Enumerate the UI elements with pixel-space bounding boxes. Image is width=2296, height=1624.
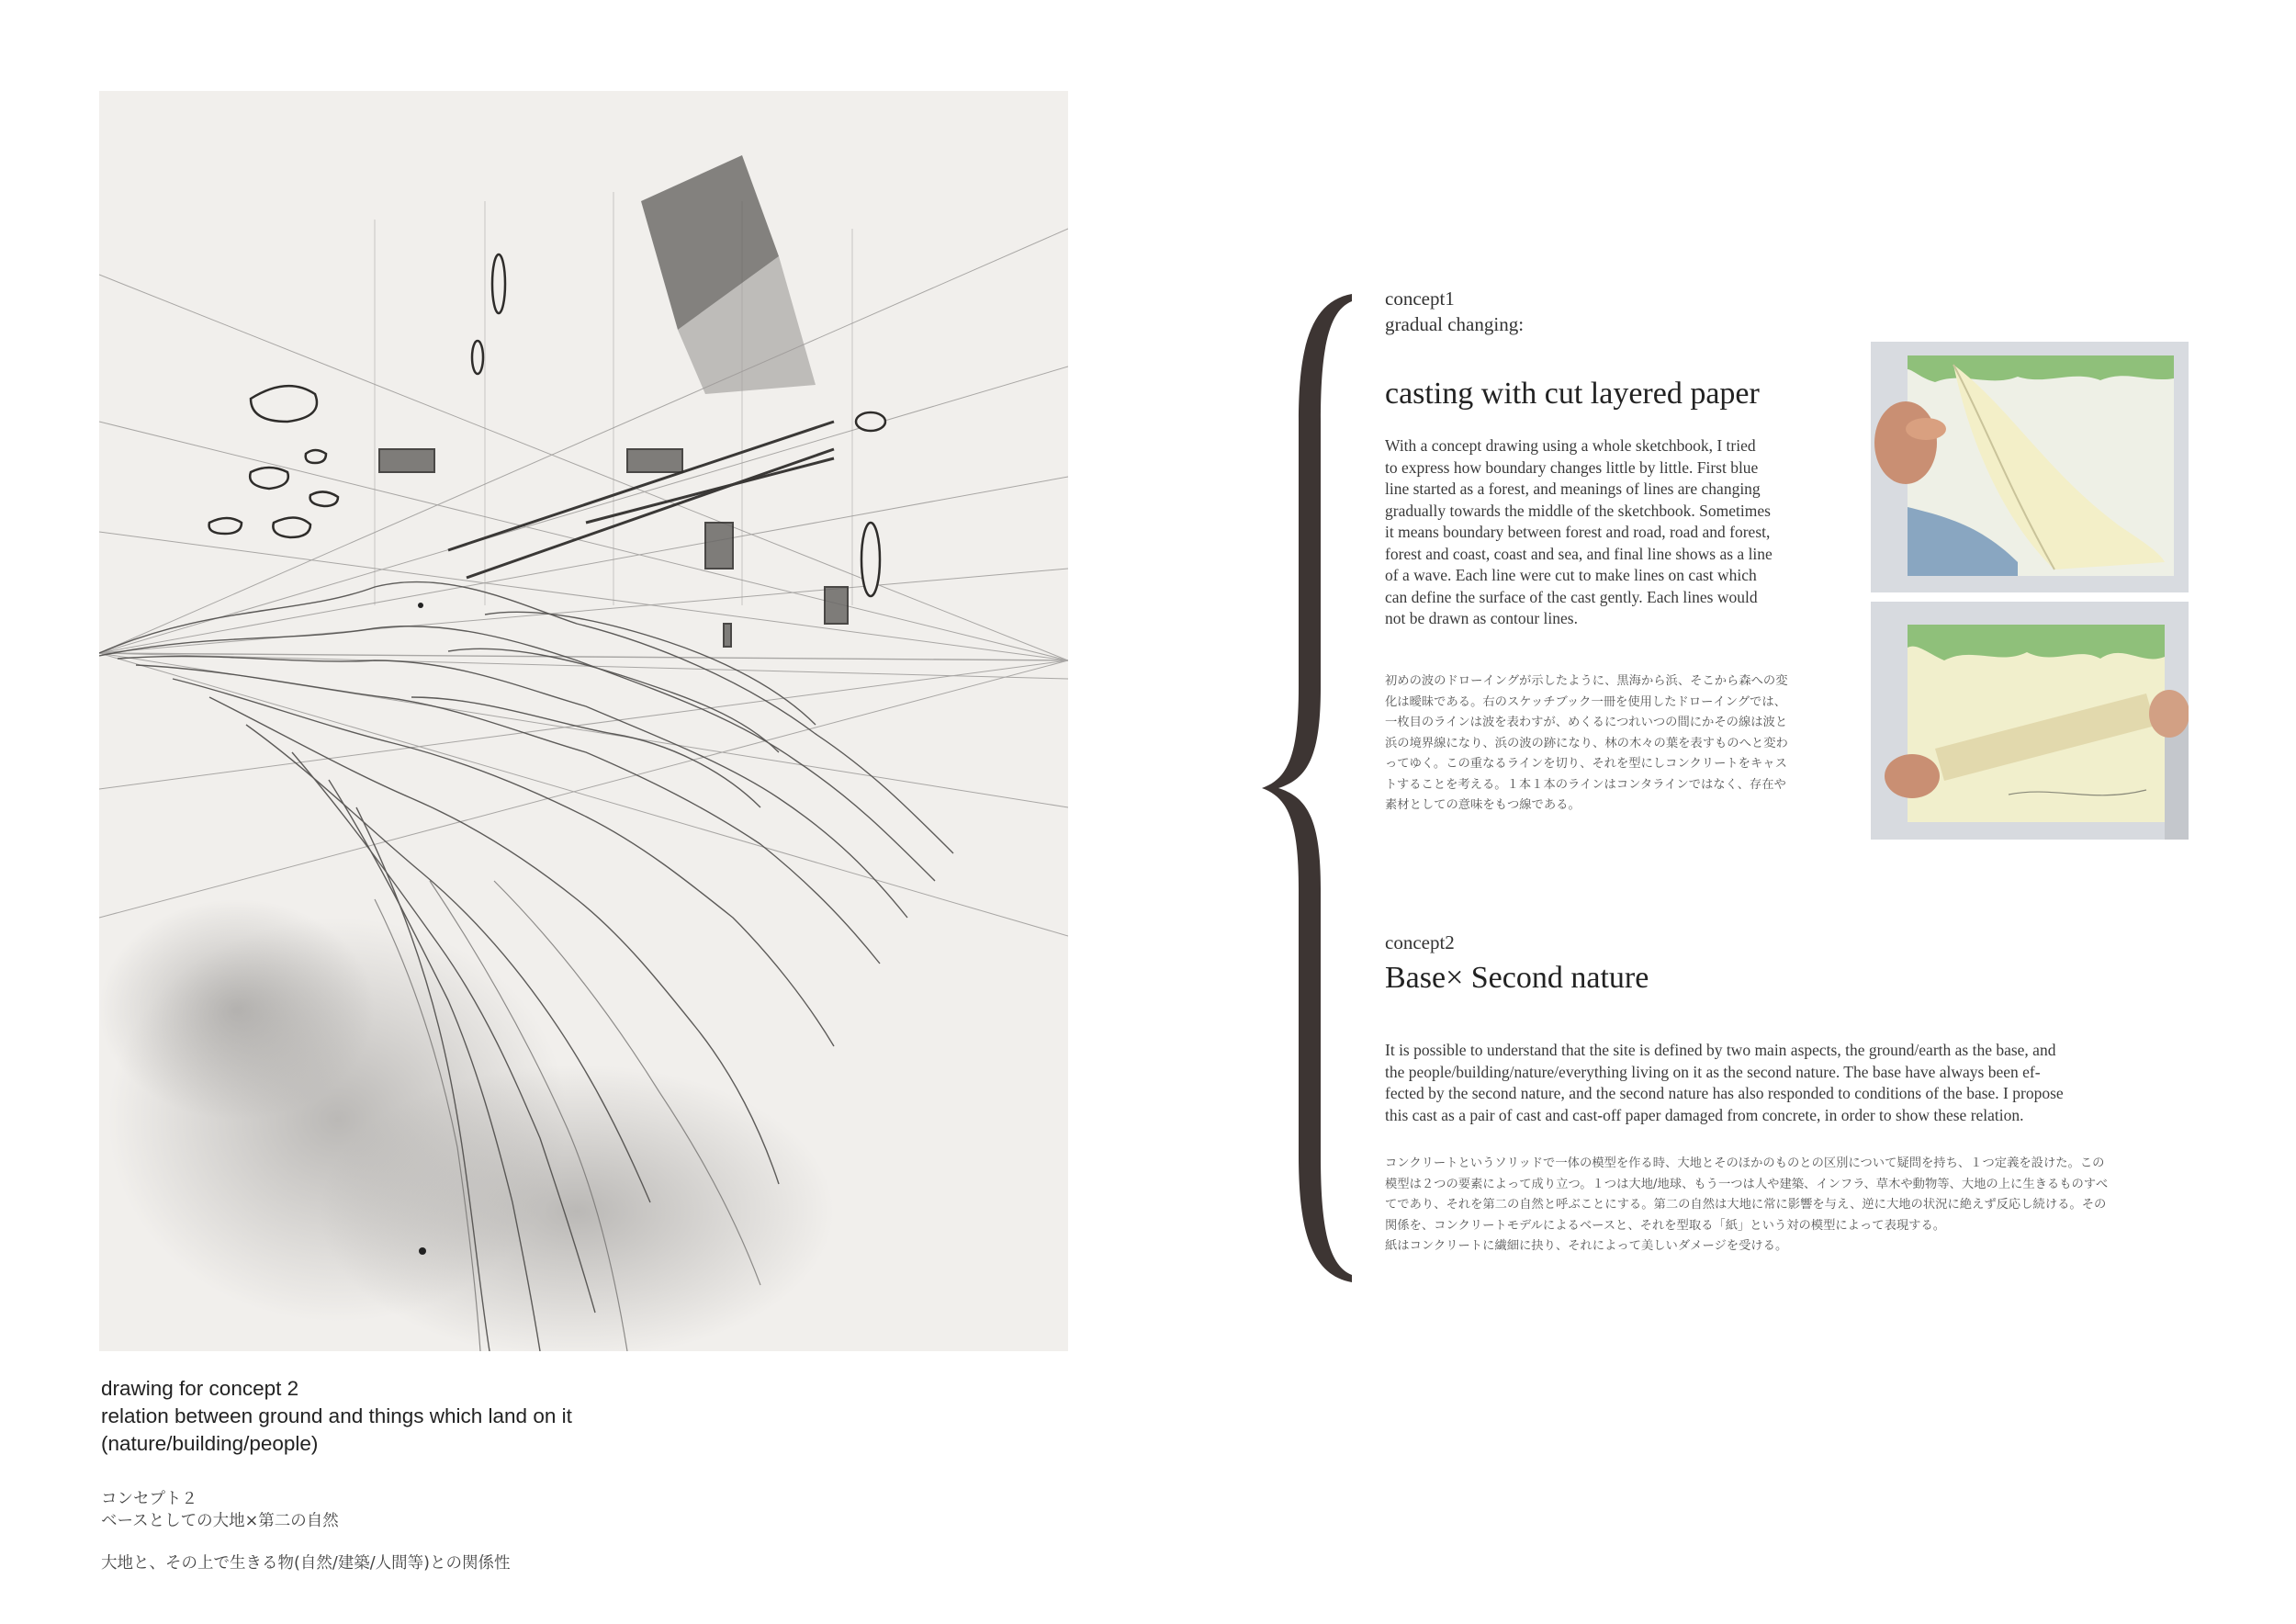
concept2-label: concept2 [1385,931,1455,953]
jp-line: 紙はコンクリートに繊細に抉り、それによって美しいダメージを受ける。 [1385,1239,1788,1253]
drawing-caption-jp-relation: 大地と、その上で生きる物(自然/建築/人間等)との関係性 [101,1554,511,1573]
body-line: the people/building/nature/everything living on it as the second nature. The base have always been ef- [1385,1062,2041,1081]
body-line: can define the surface of the cast gently. Each lines would [1385,587,1758,606]
body-line: line started as a forest, and meanings of lines are changing [1385,479,1761,498]
jp-line: 浜の境界線になり、浜の波の跡になり、林の木々の葉を表すものへと変わ [1385,736,1788,750]
paper-cast-photo-flat [1871,602,2189,840]
concept1-label: concept1 [1385,288,1455,310]
body-line: gradually towards the middle of the sketchbook. Sometimes [1385,501,1771,520]
caption-jp-line: ベースとしての大地×第二の自然 [101,1512,339,1530]
concept2-body [1385,1040,2202,1126]
body-line: It is possible to understand that the site is defined by two main aspects, the ground/earth as the base, and [1385,1041,2056,1059]
brace-shape [1260,292,1361,1284]
body-line: it means boundary between forest and road, road and forest, [1385,523,1771,541]
jp-line: てであり、それを第二の自然と呼ぶことにする。第二の自然は大地に常に影響を与え、逆に大地の状況に絶えず反応し続ける。その [1385,1198,2107,1212]
body-line: to express how boundary changes little by little. First blue [1385,457,1759,477]
body-line: of a wave. Each line were cut to make lines on cast which [1385,566,1757,584]
photo-flat-cast [1871,602,2189,840]
body-line: fected by the second nature, and the second nature has also responded to conditions of the base. I propose [1385,1084,2064,1102]
drawing-caption-jp [101,1488,652,1532]
concept-drawing-image [99,91,1068,1351]
caption-line: drawing for concept 2 [101,1377,299,1400]
jp-line: コンクリートというソリッドで一体の模型を作る時、大地とそのほかのものとの区別について疑問を持ち、１つ定義を設けた。この [1385,1156,2105,1170]
body-line: forest and coast, coast and sea, and final line shows as a line [1385,544,1773,563]
jp-line: 素材としての意味をもつ線である。 [1385,798,1581,812]
concept2-title: Base× Second nature [1385,961,1649,995]
curly-brace-divider [1260,292,1361,1284]
jp-line: 初めの波のドローイングが示したように、黒海から浜、そこから森への変 [1385,674,1788,688]
pencil-sketch [99,91,1068,1351]
concept1-body [1385,435,1863,630]
jp-line: ってゆく。この重なるラインを切り、それを型にしコンクリートをキャス [1385,757,1787,771]
jp-line: トすることを考える。１本１本のラインはコンタラインではなく、存在や [1385,777,1786,792]
drawing-caption-en [101,1375,744,1458]
body-line: With a concept drawing using a whole sketchbook, I tried [1385,436,1756,455]
jp-line: 化は曖昧である。右のスケッチブック一冊を使用したドローイングでは、 [1385,694,1786,709]
jp-line: 模型は２つの要素によって成り立つ。１つは大地/地球、もう一つは人や建築、インフラ、草木や動物等、大地の上に生きるものすべ [1385,1177,2109,1191]
concept2-body-jp [1385,1154,2202,1257]
paper-cast-photo-peeling [1871,342,2189,592]
concept1-title: casting with cut layered paper [1385,377,1760,411]
caption-line: (nature/building/people) [101,1432,319,1455]
body-line: not be drawn as contour lines. [1385,609,1578,627]
concept1-subtitle: gradual changing: [1385,313,1525,335]
jp-line: 一枚目のラインは波を表わすが、めくるにつれいつの間にかその線は波と [1385,716,1788,729]
caption-jp-line: コンセプト２ [101,1490,197,1508]
caption-line: relation between ground and things which land on it [101,1404,572,1427]
concept1-body-jp [1385,671,1853,817]
jp-line: 関係を、コンクリートモデルによるベースと、それを型取る「紙」という対の模型によって表現する。 [1385,1218,1946,1233]
body-line: this cast as a pair of cast and cast-off paper damaged from concrete, in order to show these relation. [1385,1105,2024,1124]
photo-peeling-layers [1871,342,2189,592]
